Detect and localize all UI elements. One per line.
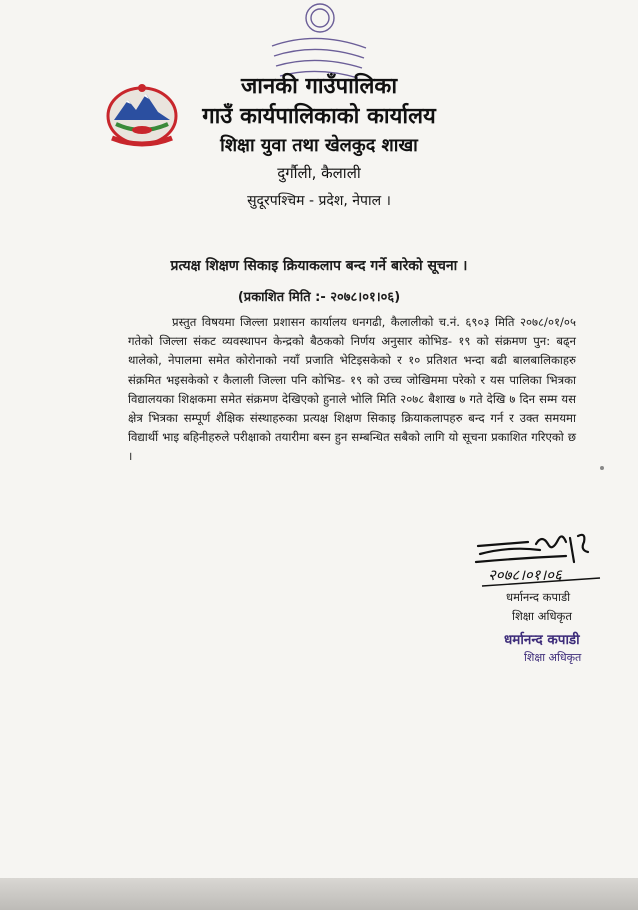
- signatory-name: धर्मानन्द कपाडी: [506, 590, 571, 604]
- signature-date: २०७८।०१।०६: [488, 566, 562, 584]
- province-line: सुदूरपश्चिम - प्रदेश, नेपाल ।: [247, 193, 391, 209]
- signatory-title: शिक्षा अधिकृत: [512, 609, 572, 623]
- notice-body: [128, 313, 576, 467]
- notice-body-text: प्रस्तुत विषयमा जिल्ला प्रशासन कार्यालय धनगढी, कैलालीको च.नं. ६९०३ मिति २०७८/०१/०५ गतेको जिल्ला संकट व्यवस्थापन केन्द्रको बैठकको निर्णय अनुसार कोभिड- १९ को संक्रमण पुन: बढ्न थालेको, नेपालमा समेत कोरोनाको नयाँ प्रजाति भेटिइसकेको र १० प्रतिशत भन्दा बढी बालबालिकाहरु संक्रमित भइसकेको र कैलाली जिल्ला पनि कोभिड- १९ को उच्च जोखिममा परेको र यस पालिका भित्रका विद्यालयका शिक्षकमा समेत संक्रमण देखिएको हुनाले भोलि मिति २०७८ बैशाख ७ गते देखि ७ दिन सम्म यस क्षेत्र भित्रका सम्पूर्ण शैक्षिक संस्थाहरुका प्रत्यक्ष शिक्षण सिकाइ क्रियाकलापहरु बन्द गर्न र उक्त समयमा विद्यार्थी भाइ बहिनीहरुले परीक्षाको तयारीमा बस्न हुन सम्बन्धित सबैको लागि यो सूचना प्रकाशित गरिएको छ ।: [128, 315, 576, 464]
- notice-subject: प्रत्यक्ष शिक्षण सिकाइ क्रियाकलाप बन्द गर्ने बारेको सूचना ।: [170, 258, 468, 274]
- scan-mark: [600, 466, 604, 470]
- office-name: गाउँ कार्यपालिकाको कार्यालय: [202, 104, 436, 129]
- branch-name: शिक्षा युवा तथा खेलकुद शाखा: [220, 135, 418, 156]
- stamp-signatory-title: शिक्षा अधिकृत: [524, 651, 582, 664]
- municipality-name: जानकी गाउँपालिका: [240, 74, 398, 99]
- handwritten-signature-icon: [470, 532, 610, 592]
- office-location: दुर्गौली, कैलाली: [277, 164, 361, 182]
- stamp-signatory-name: धर्मानन्द कपाडी: [504, 632, 580, 648]
- scanner-edge: [0, 878, 638, 910]
- publication-date: (प्रकाशित मिति :- २०७८।०१।०६): [237, 290, 401, 305]
